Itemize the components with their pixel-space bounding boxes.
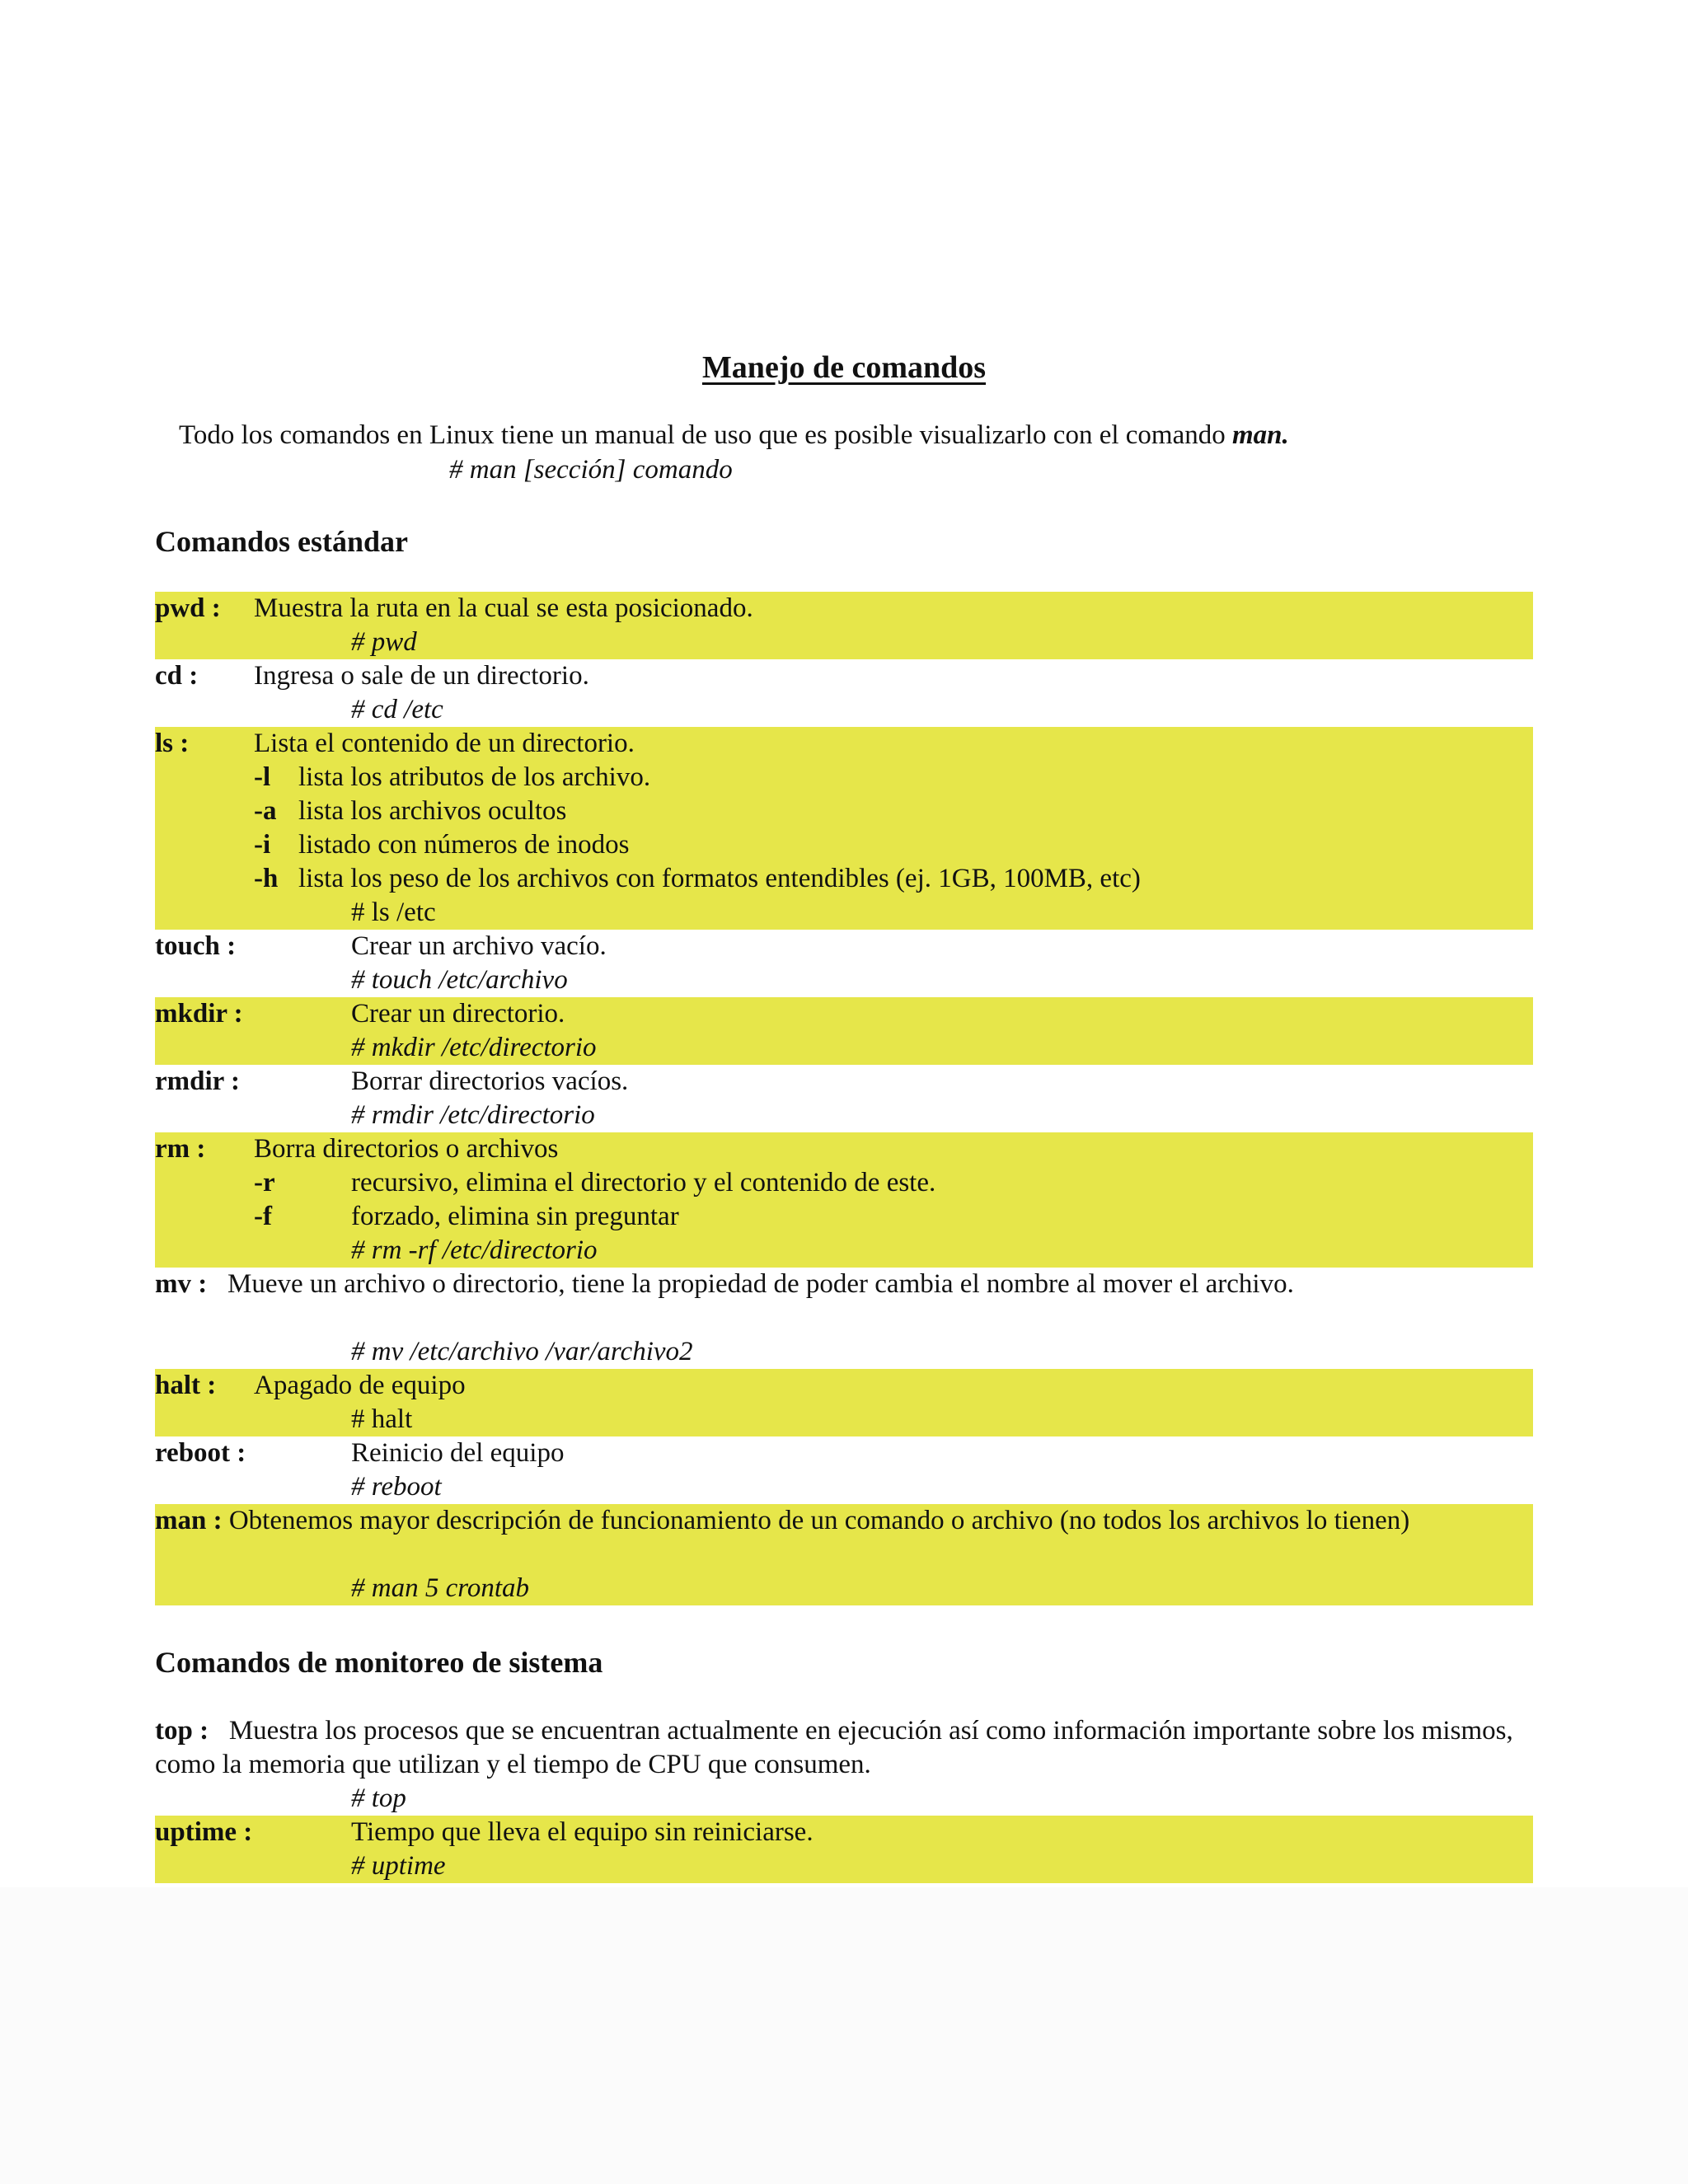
cmd-rmdir-line bbox=[155, 1065, 1533, 1099]
cmd-example: # rmdir /etc/directorio bbox=[351, 1100, 595, 1130]
cmd-pwd-line bbox=[155, 592, 1533, 626]
option-desc: lista los peso de los archivos con formatos entendibles (ej. 1GB, 100MB, etc) bbox=[298, 864, 1141, 893]
intro-command-word: man. bbox=[1231, 420, 1289, 450]
cmd-uptime-example-line bbox=[155, 1849, 1533, 1883]
section-heading-monitoring: Comandos de monitoreo de sistema bbox=[155, 1646, 603, 1679]
cmd-mkdir-example-line bbox=[155, 1031, 1533, 1065]
cmd-name: cd : bbox=[155, 661, 199, 691]
cmd-top-example-line bbox=[155, 1782, 1533, 1816]
cmd-desc: Crear un archivo vacío. bbox=[351, 931, 607, 961]
cmd-name: rm : bbox=[155, 1134, 206, 1164]
cmd-desc: Obtenemos mayor descripción de funcionamiento de un comando o archivo (no todos los archivos lo tienen) bbox=[228, 1506, 1410, 1535]
cmd-desc: Ingresa o sale de un directorio. bbox=[254, 661, 589, 691]
cmd-desc: Borrar directorios vacíos. bbox=[351, 1066, 629, 1096]
cmd-top-text bbox=[155, 1714, 1533, 1782]
cmd-cd-line bbox=[155, 659, 1533, 693]
cmd-touch-line bbox=[155, 930, 1533, 963]
option-flag: -a bbox=[254, 796, 277, 826]
cmd-mv-example-line bbox=[155, 1335, 1533, 1369]
cmd-halt-line bbox=[155, 1369, 1533, 1403]
cmd-desc: Tiempo que lleva el equipo sin reiniciarse. bbox=[351, 1817, 814, 1847]
cmd-name: rmdir : bbox=[155, 1066, 240, 1096]
cmd-ls-option-h bbox=[155, 862, 1533, 896]
page-title: Manejo de comandos bbox=[701, 350, 987, 385]
cmd-rm-line bbox=[155, 1132, 1533, 1166]
cmd-pwd-example-line bbox=[155, 626, 1533, 659]
cmd-desc: Mueve un archivo o directorio, tiene la propiedad de poder cambia el nombre al mover el archivo. bbox=[227, 1269, 1294, 1299]
cmd-ls-option-i bbox=[155, 828, 1533, 862]
cmd-name: mv : bbox=[155, 1269, 208, 1299]
cmd-reboot-line bbox=[155, 1436, 1533, 1470]
cmd-name: reboot : bbox=[155, 1438, 246, 1468]
option-flag: -f bbox=[254, 1202, 272, 1231]
cmd-example: # pwd bbox=[351, 627, 417, 657]
cmd-rm-example-line bbox=[155, 1234, 1533, 1268]
cmd-ls-option-a bbox=[155, 794, 1533, 828]
cmd-name: man : bbox=[155, 1506, 223, 1535]
option-desc: recursivo, elimina el directorio y el contenido de este. bbox=[351, 1168, 936, 1197]
cmd-example: # man 5 crontab bbox=[351, 1573, 530, 1603]
option-desc: lista los archivos ocultos bbox=[298, 796, 567, 826]
cmd-name: mkdir : bbox=[155, 999, 243, 1029]
option-flag: -h bbox=[254, 864, 279, 893]
cmd-example: # reboot bbox=[351, 1472, 442, 1502]
cmd-touch-example-line bbox=[155, 963, 1533, 997]
option-desc: lista los atributos de los archivo. bbox=[298, 762, 651, 792]
cmd-name: pwd : bbox=[155, 593, 221, 623]
cmd-example: # cd /etc bbox=[351, 695, 443, 724]
cmd-desc: Lista el contenido de un directorio. bbox=[254, 729, 635, 758]
cmd-desc: Crear un directorio. bbox=[351, 999, 565, 1029]
cmd-name: halt : bbox=[155, 1371, 217, 1400]
cmd-mv-text bbox=[155, 1268, 1533, 1301]
cmd-example: # rm -rf /etc/directorio bbox=[351, 1235, 598, 1265]
intro-paragraph bbox=[179, 420, 1289, 451]
page-bottom-margin bbox=[0, 1887, 1688, 2184]
cmd-mkdir-line bbox=[155, 997, 1533, 1031]
option-flag: -i bbox=[254, 830, 271, 860]
cmd-top-line bbox=[155, 1714, 1533, 1782]
cmd-reboot-example-line bbox=[155, 1470, 1533, 1504]
cmd-example: # touch /etc/archivo bbox=[351, 965, 568, 995]
cmd-cd-example-line bbox=[155, 693, 1533, 727]
cmd-rm-option-r bbox=[155, 1166, 1533, 1200]
option-desc: forzado, elimina sin preguntar bbox=[351, 1202, 679, 1231]
cmd-man-text bbox=[155, 1504, 1533, 1538]
cmd-ls-option-l bbox=[155, 761, 1533, 794]
cmd-man-example-line bbox=[155, 1572, 1533, 1605]
cmd-desc: Borra directorios o archivos bbox=[254, 1134, 559, 1164]
intro-example: # man [sección] comando bbox=[449, 455, 733, 485]
cmd-desc: Muestra los procesos que se encuentran actualmente en ejecución así como información importante sobre los mismos, como la memoria que utilizan y el tiempo de CPU que consumen. bbox=[155, 1716, 1513, 1779]
cmd-example: # mv /etc/archivo /var/archivo2 bbox=[351, 1337, 693, 1366]
option-desc: listado con números de inodos bbox=[298, 830, 630, 860]
cmd-desc: Apagado de equipo bbox=[254, 1371, 466, 1400]
cmd-name: touch : bbox=[155, 931, 237, 961]
cmd-example: # ls /etc bbox=[351, 898, 436, 927]
cmd-ls-line bbox=[155, 727, 1533, 761]
cmd-halt-example-line bbox=[155, 1403, 1533, 1436]
cmd-name: top : bbox=[155, 1716, 209, 1746]
cmd-example: # top bbox=[351, 1783, 406, 1813]
cmd-example: # halt bbox=[351, 1404, 413, 1434]
option-flag: -l bbox=[254, 762, 271, 792]
intro-text: Todo los comandos en Linux tiene un manual de uso que es posible visualizarlo con el comando bbox=[179, 420, 1226, 450]
cmd-uptime-line bbox=[155, 1816, 1533, 1849]
section-heading-standard: Comandos estándar bbox=[155, 525, 409, 558]
option-flag: -r bbox=[254, 1168, 275, 1197]
cmd-example: # mkdir /etc/directorio bbox=[351, 1033, 597, 1062]
cmd-man-line bbox=[155, 1504, 1533, 1572]
cmd-example: # uptime bbox=[351, 1851, 446, 1881]
cmd-rm-option-f bbox=[155, 1200, 1533, 1234]
cmd-desc: Reinicio del equipo bbox=[351, 1438, 565, 1468]
cmd-mv-line bbox=[155, 1268, 1533, 1335]
cmd-rmdir-example-line bbox=[155, 1099, 1533, 1132]
cmd-ls-example-line bbox=[155, 896, 1533, 930]
cmd-desc: Muestra la ruta en la cual se esta posicionado. bbox=[254, 593, 753, 623]
cmd-name: uptime : bbox=[155, 1817, 253, 1847]
cmd-name: ls : bbox=[155, 729, 190, 758]
